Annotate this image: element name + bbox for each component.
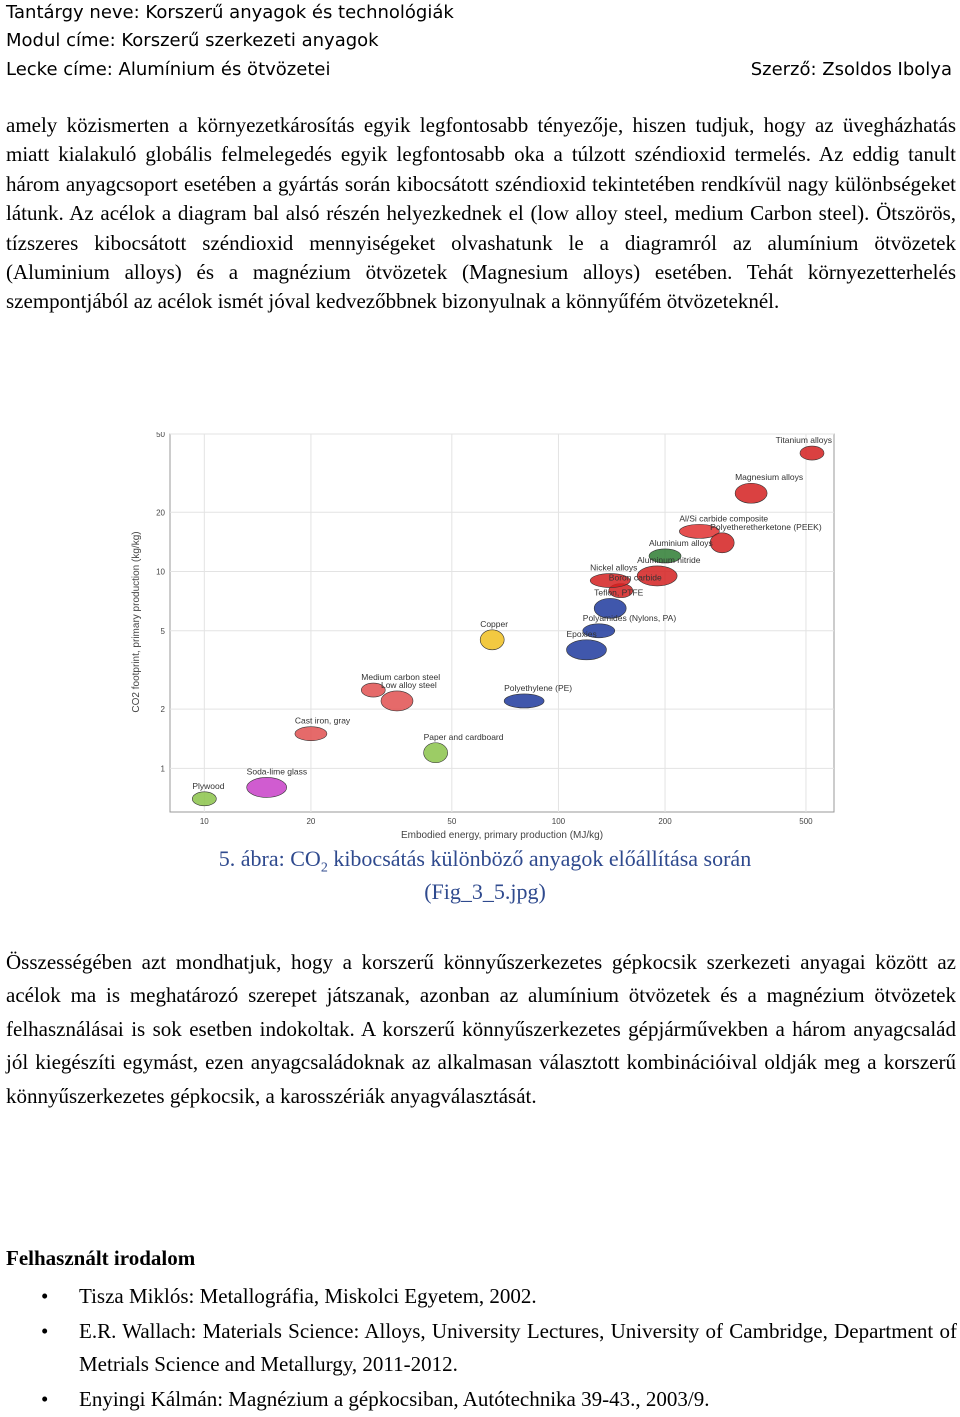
material-bubble (381, 691, 413, 711)
material-bubble (424, 743, 448, 763)
material-label: Low alloy steel (380, 679, 437, 690)
reference-item (0, 1280, 957, 1314)
material-label: Plywood (192, 780, 225, 791)
body-paragraph-2: Összességében azt mondhatjuk, hogy a korszerű könnyűszerkezetes gépkocsik szerkezeti anyagai között az acélok ma is meghatározó szerepet játszanak, azonban az alumínium ötvözetek és a magnézium ötvözetek felhasználásai is sok esetben indokoltak. A korszerű könnyűszerkezetes gépjárművekben a három anyagcsalád jól kiegészíti egymást, ezen anyagcsaládoknak az alkalmasan választott kombinációival oldják meg a korszerű könnyűszerkezetes gépkocsik, a karosszériák anyagválasztását. (6, 950, 956, 1108)
header-author: Szerző: Zsoldos Ibolya (750, 59, 952, 80)
y-tick-label: 5 (160, 626, 165, 636)
material-label: Paper and cardboard (423, 731, 504, 742)
x-axis-label: Embodied energy, primary production (MJ/kg) (400, 830, 604, 841)
reference-item (0, 1383, 957, 1417)
caption-subscript: 2 (320, 860, 328, 876)
body-paragraph-1: amely közismerten a környezetkárosítás egyik legfontosabb tényezője, hiszen tudjuk, hogy az üvegházhatás miatt kialakuló globális felmelegedés egyik legfontosabb oka a túlzott széndioxid termelés. Az eddig tanult három anyagcsoport esetében a gyártás során kibocsátott széndioxid tekintetében rendkívül nagy különbségeket látunk. Az acélok a diagram bal alsó részén helyezkednek el (low alloy steel, medium Carbon steel). Ötszörös, tízszeres kibocsátott széndioxid mennyiségeket olvashatunk le a diagramról az alumínium ötvözetek (Aluminium alloys) és a magnézium ötvözetek (Magnesium alloys) esetében. Tehát környezetterhelés szempontjából az acélok ismét jóval kedvezőbbnek bizonyulnak a könnyűfém ötvözeteknél. (6, 113, 956, 314)
references-title: Felhasznált irodalom (6, 1246, 196, 1270)
material-bubble (480, 630, 504, 650)
material-label: Polyethylene (PE) (504, 682, 573, 693)
x-tick-label: 20 (306, 817, 316, 826)
figure-caption (130, 846, 840, 876)
material-label: Teflon, PTFE (594, 587, 644, 598)
reference-text: Tisza Miklós: Metallográfia, Miskolci Egyetem, 2002. (79, 1284, 537, 1308)
material-label: Nickel alloys (590, 562, 638, 573)
material-bubble (247, 777, 287, 797)
material-bubble (295, 727, 327, 741)
bullet-icon: • (41, 1386, 49, 1411)
header-module: Modul címe: Korszerű szerkezeti anyagok (6, 30, 379, 51)
material-label: Boron carbide (608, 572, 662, 583)
y-tick-label: 2 (160, 705, 165, 715)
material-label: Soda-lime glass (246, 766, 308, 777)
material-label: Copper (480, 618, 509, 629)
material-bubble (192, 792, 216, 806)
material-label: Medium carbon steel (361, 672, 441, 683)
material-bubble (710, 533, 734, 553)
x-tick-label: 50 (447, 817, 457, 826)
x-tick-label: 200 (658, 817, 672, 826)
figure-filename: (Fig_3_5.jpg) (424, 879, 546, 904)
x-tick-label: 100 (551, 817, 566, 826)
material-bubble (566, 640, 606, 660)
y-axis-label: CO2 footprint, primary production (kg/kg) (131, 531, 142, 713)
reference-text: E.R. Wallach: Materials Science: Alloys, University Lectures, University of Cambridge, Department of Metrials Science and Metallurgy, 2011-2012. (79, 1318, 957, 1376)
x-tick-label: 500 (799, 817, 813, 826)
y-tick-label: 20 (156, 508, 165, 518)
caption-prefix: 5. ábra: CO (218, 846, 321, 871)
header-subject: Tantárgy neve: Korszerű anyagok és technológiák (6, 2, 454, 23)
reference-text: Enyingi Kálmán: Magnézium a gépkocsiban, Autótechnika 39-43., 2003/9. (79, 1386, 710, 1411)
material-bubble (504, 694, 544, 708)
y-tick-label: 50 (156, 432, 165, 439)
bullet-icon: • (41, 1318, 49, 1343)
caption-suffix: kibocsátás különböző anyagok előállítása során (327, 846, 752, 871)
x-tick-label: 10 (199, 817, 209, 826)
y-tick-label: 10 (156, 567, 165, 577)
material-label: Titanium alloys (775, 435, 832, 446)
material-label: Magnesium alloys (735, 472, 804, 483)
co2-chart (128, 432, 838, 842)
material-label: Polyamides (Nylons, PA) (582, 612, 677, 623)
material-label: Polyetheretherketone (PEEK) (710, 521, 822, 532)
material-bubble (800, 446, 824, 460)
chart-svg (128, 432, 838, 842)
material-label: Epoxies (566, 628, 597, 639)
y-tick-label: 1 (160, 764, 165, 774)
header-lesson: Lecke címe: Alumínium és ötvözetei (6, 59, 331, 80)
material-label: Aluminium alloys (649, 537, 713, 548)
reference-item (0, 1315, 957, 1382)
material-label: Aluminum nitride (637, 554, 701, 565)
material-label: Al/Si carbide composite (679, 513, 769, 524)
bullet-icon: • (41, 1284, 49, 1308)
references-list (0, 1280, 960, 1417)
material-bubble (735, 483, 767, 503)
material-label: Cast iron, gray (294, 715, 351, 726)
